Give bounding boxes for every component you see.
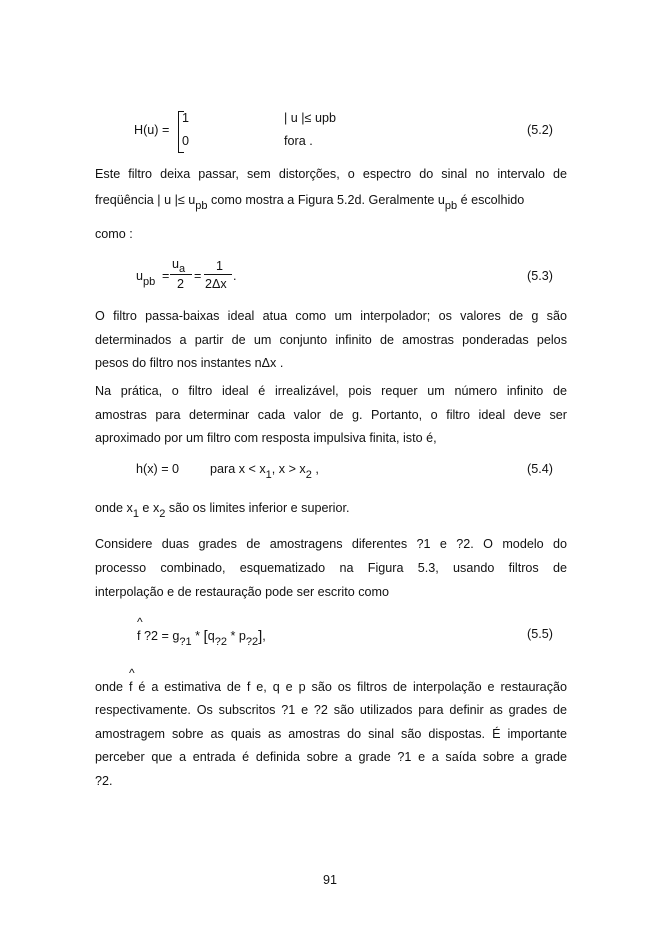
para6-line2: respectivamente. Os subscritos ?1 e ?2 são utilizados para definir as grades de [95,703,567,717]
para6-line4: perceber que a entrada é definida sobre a grade ?1 e a saída sobre a grade [95,750,567,764]
eq52-number: (5.2) [527,123,553,137]
para2-line1: O filtro passa-baixas ideal atua como um interpolador; os valores de g são [95,309,567,323]
para6-line1: onde f é a estimativa de f e, q e p são os filtros de interpolação e restauração [95,680,567,694]
eq53-number: (5.3) [527,269,553,283]
paragraph-4: onde x1 e x2 são os limites inferior e superior. [95,501,350,520]
eq53-lhs: upb [136,269,156,288]
para6-hat: ^ [129,666,135,680]
eq53-equals-1: = [162,269,170,283]
eq53-fraction-line-1 [170,274,192,275]
para1-line1: Este filtro deixa passar, sem distorções, o espectro do sinal no intervalo de [95,167,567,181]
eq52-case1-value: 1 [182,111,190,125]
page-number: 91 [323,873,338,887]
eq53-equals-2: = [194,269,202,283]
eq53-numerator-1: ua [172,257,186,275]
para3-line2: amostras para determinar cada valor de g. Portanto, o filtro ideal deve ser [95,408,567,422]
eq54-number: (5.4) [527,462,553,476]
para5-line1: Considere duas grades de amostragens diferentes ?1 e ?2. O modelo do [95,537,567,551]
para3-line3: aproximado por um filtro com resposta impulsiva finita, isto é, [95,431,437,445]
eq55-number: (5.5) [527,627,553,641]
eq53-denominator-2: 2Δx [205,277,227,291]
eq53-denominator-1: 2 [177,277,185,291]
para2-line2: determinados a partir de um conjunto infinito de amostras ponderadas pelos [95,333,567,347]
eq52-case1-condition: | u |≤ upb [284,111,336,125]
para5-line2: processo combinado, esquematizado na Figura 5.3, usando filtros de [95,561,567,575]
eq55-hat: ^ [137,615,143,629]
eq54-lhs: h(x) = 0 [136,462,180,476]
para6-line5: ?2. [95,774,113,788]
para1-line3: como : [95,227,133,241]
para3-line1: Na prática, o filtro ideal é irrealizável, pois requer um número infinito de [95,384,567,398]
eq53-fraction-line-2 [204,274,232,275]
eq52-lhs: H(u) = [134,123,170,137]
para6-line3: amostragem sobre as quais as amostras do sinal são dispostas. É importante [95,727,567,741]
para1-line2: freqüência | u |≤ upb como mostra a Figura 5.2d. Geralmente upb é escolhido [95,193,525,212]
para5-line3: interpolação e de restauração pode ser escrito como [95,585,390,599]
eq52-case2-condition: fora . [284,134,313,148]
eq53-numerator-2: 1 [216,259,224,273]
eq54-condition: para x < x1, x > x2 , [210,462,319,481]
para2-line3: pesos do filtro nos instantes nΔx . [95,356,284,370]
eq55-body: f ?2 = g?1 * [q?2 * p?2], [137,628,266,648]
eq53-end: . [233,269,237,283]
eq52-case2-value: 0 [182,134,190,148]
